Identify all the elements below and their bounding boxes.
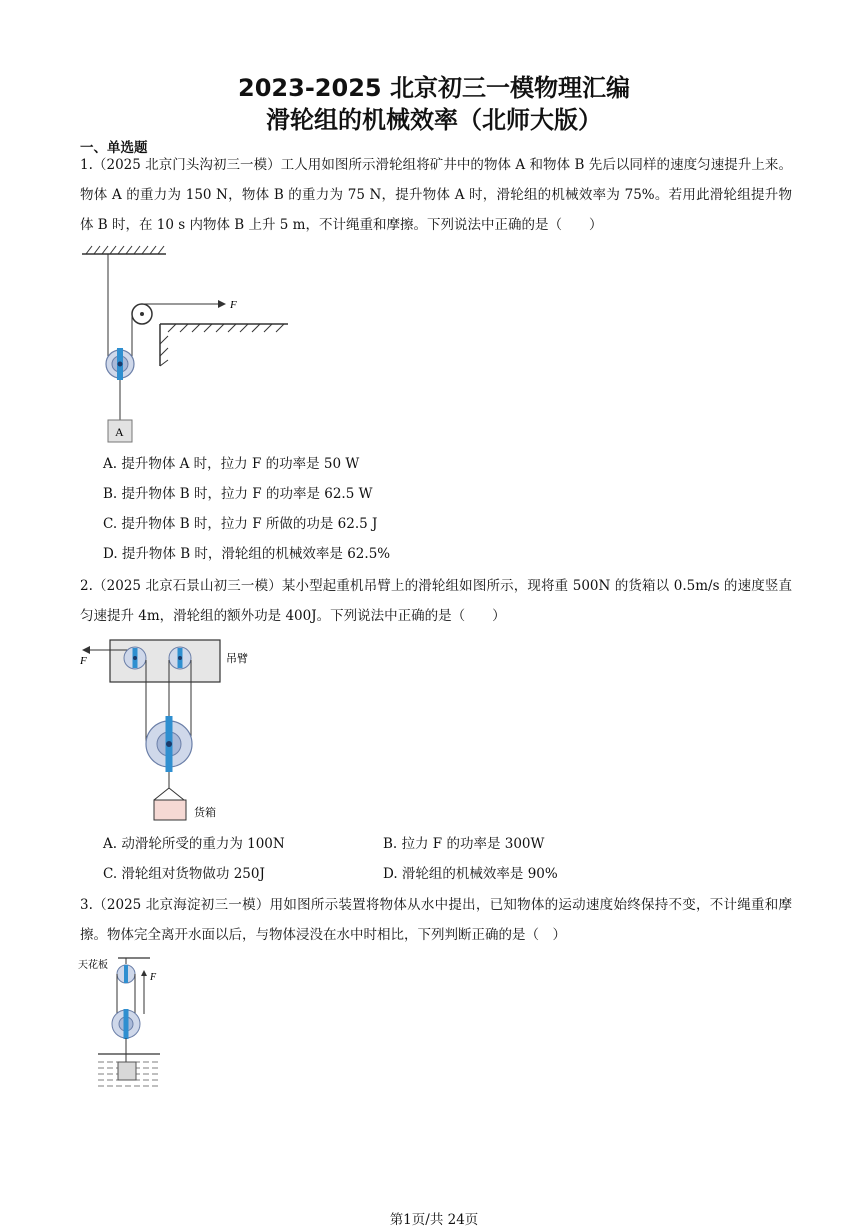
section-heading: 一、单选题	[80, 140, 148, 156]
q3-ceiling-label: 天花板	[78, 960, 108, 971]
question-1-figure	[78, 244, 298, 446]
q2-option-b: B. 拉力 F 的功率是 300W	[383, 836, 545, 852]
q2-option-c: C. 滑轮组对货物做功 250J	[103, 866, 265, 882]
q1-force-label: F	[230, 299, 237, 311]
q3-force-label: F	[150, 972, 157, 983]
question-3-text: 3.（2025 北京海淀初三一模）用如图所示装置将物体从水中提出，已知物体的运动速度始终保持不变，不计绳重和摩擦。物体完全离开水面以后，与物体浸没在水中时相比，下列判断正确的是（ ）	[80, 897, 792, 943]
question-3-figure	[78, 954, 178, 1094]
q2-force-label: F	[80, 655, 87, 667]
question-1-text: 1.（2025 北京门头沟初三一模）工人用如图所示滑轮组将矿井中的物体 A 和物体 B 先后以同样的速度匀速提升上来。物体 A 的重力为 150 N，物体 B 的重力为 75 N，提升物体 A 时，滑轮组的机械效率为 75%。若用此滑轮组提升物体 B 时，在 10 s 内物体 B 上升 5 m，不计绳重和摩擦。下列说法中正确的是（ ）	[80, 157, 792, 233]
q1-option-d: D. 提升物体 B 时，滑轮组的机械效率是 62.5%	[103, 546, 391, 562]
q1-option-c: C. 提升物体 B 时，拉力 F 所做的功是 62.5 J	[103, 516, 378, 532]
q2-arm-label: 吊臂	[226, 652, 248, 665]
page-footer: 第1页/共 24页	[389, 1212, 479, 1228]
q2-option-a: A. 动滑轮所受的重力为 100N	[103, 836, 285, 852]
title-line-1: 2023-2025 北京初三一模物理汇编	[238, 74, 630, 102]
question-2-figure	[78, 636, 278, 826]
title-line-2: 滑轮组的机械效率（北师大版）	[266, 106, 602, 134]
q1-block-label: A	[115, 425, 124, 439]
q1-option-b: B. 提升物体 B 时，拉力 F 的功率是 62.5 W	[103, 486, 373, 502]
q2-option-d: D. 滑轮组的机械效率是 90%	[383, 866, 558, 882]
question-2-text: 2.（2025 北京石景山初三一模）某小型起重机吊臂上的滑轮组如图所示，现将重 500N 的货箱以 0.5m/s 的速度竖直匀速提升 4m，滑轮组的额外功是 400J。下列说法中正确的是（ ）	[80, 578, 792, 624]
q1-option-a: A. 提升物体 A 时，拉力 F 的功率是 50 W	[103, 456, 360, 472]
q2-cargo-label: 货箱	[194, 806, 216, 819]
